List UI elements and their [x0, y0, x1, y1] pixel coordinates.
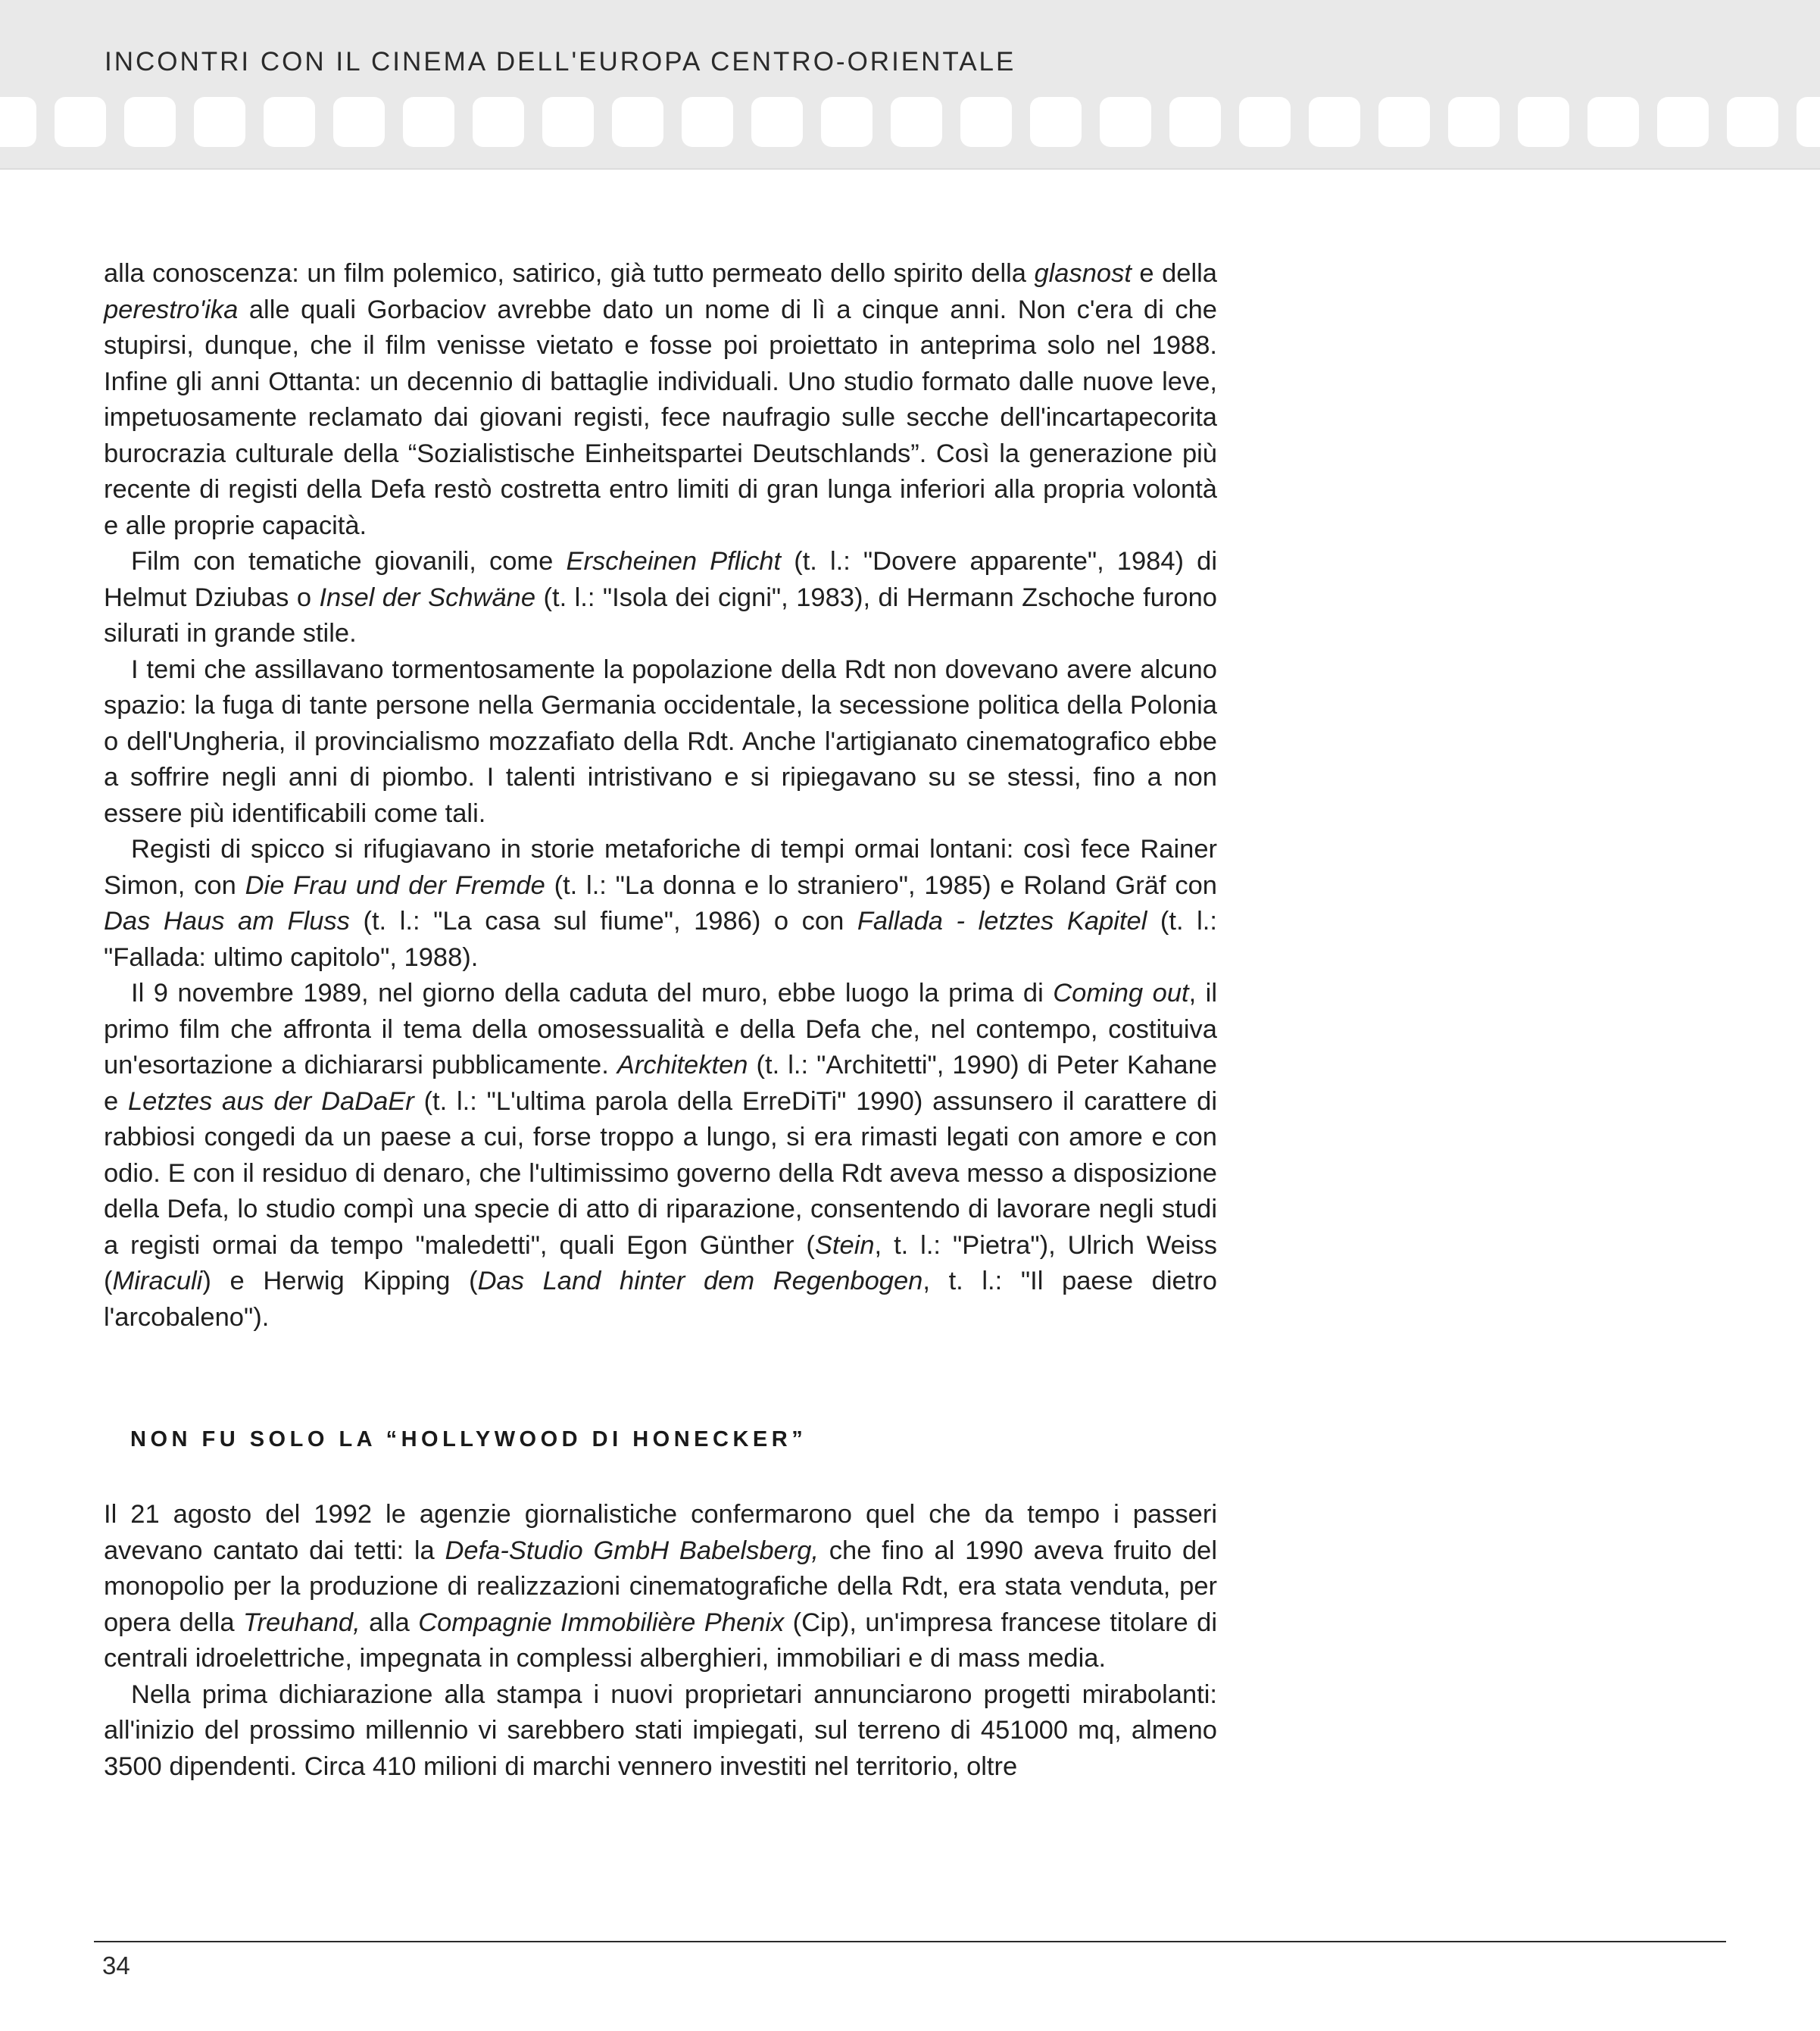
- film-perforations: [0, 97, 1820, 150]
- series-title: INCONTRI CON IL CINEMA DELL'EUROPA CENTRO-ORIENTALE: [105, 47, 1016, 77]
- body-text: [104, 256, 1217, 1336]
- perforation-hole: [612, 97, 663, 147]
- perforation-hole: [891, 97, 942, 147]
- perforation-hole: [1727, 97, 1778, 147]
- paragraph: alla conoscenza: un film polemico, satirico, già tutto permeato dello spirito della glasnost e della perestro'ika alle quali Gorbaciov avrebbe dato un nome di lì a cinque anni. Non c'era di che stupirsi, dunque, che il film venisse vietato e fosse poi proiettato in anteprima solo nel 1988. Infine gli anni Ottanta: un decennio di battaglie individuali. Uno studio formato dalle nuove leve, impetuosamente reclamato dai giovani registi, fece naufragio sulle secche dell'incartapecorita burocrazia culturale della “Sozialistische Einheitspartei Deutschlands”. Così la generazione più recente di registi della Defa restò costretta entro limiti di gran lunga inferiori alla propria volontà e alle proprie capacità.: [104, 259, 1217, 540]
- perforation-hole: [0, 97, 36, 147]
- perforation-hole: [264, 97, 315, 147]
- perforation-hole: [1448, 97, 1500, 147]
- perforation-hole: [333, 97, 385, 147]
- perforation-hole: [960, 97, 1012, 147]
- perforation-hole: [194, 97, 245, 147]
- perforation-hole: [1518, 97, 1569, 147]
- perforation-hole: [1239, 97, 1291, 147]
- perforation-hole: [1378, 97, 1430, 147]
- perforation-hole: [124, 97, 176, 147]
- paragraph: Film con tematiche giovanili, come Erscheinen Pflicht (t. l.: "Dovere apparente", 1984) di Helmut Dziubas o Insel der Schwäne (t. l.: "Isola dei cigni", 1983), di Hermann Zschoche furono silurati in grande stile.: [104, 547, 1218, 648]
- perforation-hole: [55, 97, 106, 147]
- paragraph: Il 9 novembre 1989, nel giorno della caduta del muro, ebbe luogo la prima di Coming out, il primo film che affronta il tema della omosessualità e della Defa che, nel contempo, costituiva un'esortazione a dichiararsi pubblicamente. Architekten (t. l.: "Architetti", 1990) di Peter Kahane e Letztes aus der DaDaEr (t. l.: "L'ultima parola della ErreDiTi" 1990) assunsero il carattere di rabbiosi congedi da un paese a cui, forse troppo a lungo, si era rimasti legati con amore e con odio. E con il residuo di denaro, che l'ultimissimo governo della Rdt aveva messo a disposizione della Defa, lo studio compì una specie di atto di riparazione, consentendo di lavorare negli studi a registi ormai da tempo "maledetti", quali Egon Günther (Stein, t. l.: "Pietra"), Ulrich Weiss (Miraculi) e Herwig Kipping (Das Land hinter dem Regenbogen, t. l.: "Il paese dietro l'arcobaleno").: [104, 979, 1218, 1332]
- section-heading: NON FU SOLO LA “HOLLYWOOD DI HONECKER”: [130, 1427, 807, 1451]
- perforation-hole: [821, 97, 873, 147]
- perforation-hole: [1309, 97, 1360, 147]
- perforation-hole: [1587, 97, 1639, 147]
- film-strip-header: [0, 0, 1820, 170]
- perforation-hole: [403, 97, 454, 147]
- perforation-hole: [1657, 97, 1709, 147]
- paragraph: Il 21 agosto del 1992 le agenzie giornalistiche confermarono quel che da tempo i passeri avevano cantato dai tetti: la Defa-Studio GmbH Babelsberg, che fino al 1990 aveva fruito del monopolio per la produzione di realizzazioni cinematografiche della Rdt, era stata venduta, per opera della Treuhand, alla Compagnie Immobilière Phenix (Cip), un'impresa francese titolare di centrali idroelettriche, impegnata in complessi alberghieri, immobiliari e di mass media.: [104, 1500, 1218, 1673]
- perforation-hole: [1030, 97, 1082, 147]
- perforation-hole: [751, 97, 803, 147]
- perforation-hole: [473, 97, 524, 147]
- perforation-hole: [1797, 97, 1820, 147]
- paragraph: I temi che assillavano tormentosamente la popolazione della Rdt non dovevano avere alcuno spazio: la fuga di tante persone nella Germania occidentale, la secessione politica della Polonia o dell'Ungheria, il provincialismo mozzafiato della Rdt. Anche l'artigianato cinematografico ebbe a soffrire negli anni di piombo. I talenti intristivano e si ripiegavano su se stessi, fino a non essere più identificabili come tali.: [104, 655, 1217, 828]
- paragraph: Registi di spicco si rifugiavano in storie metaforiche di tempi ormai lontani: così fece Rainer Simon, con Die Frau und der Fremde (t. l.: "La donna e lo straniero", 1985) e Roland Gräf con Das Haus am Fluss (t. l.: "La casa sul fiume", 1986) o con Fallada - letztes Kapitel (t. l.: "Fallada: ultimo capitolo", 1988).: [104, 835, 1217, 972]
- paragraph: Nella prima dichiarazione alla stampa i nuovi proprietari annunciarono progetti mirabolanti: all'inizio del prossimo millennio vi sarebbero stati impiegati, sul terreno di 451000 mq, almeno 3500 dipendenti. Circa 410 milioni di marchi vennero investiti nel territorio, oltre: [104, 1679, 1217, 1781]
- section-body-text: [104, 1497, 1217, 1785]
- perforation-hole: [542, 97, 594, 147]
- footer-rule: [94, 1941, 1726, 1942]
- page-number: 34: [102, 1951, 130, 1979]
- perforation-hole: [682, 97, 733, 147]
- perforation-hole: [1100, 97, 1151, 147]
- perforation-hole: [1169, 97, 1221, 147]
